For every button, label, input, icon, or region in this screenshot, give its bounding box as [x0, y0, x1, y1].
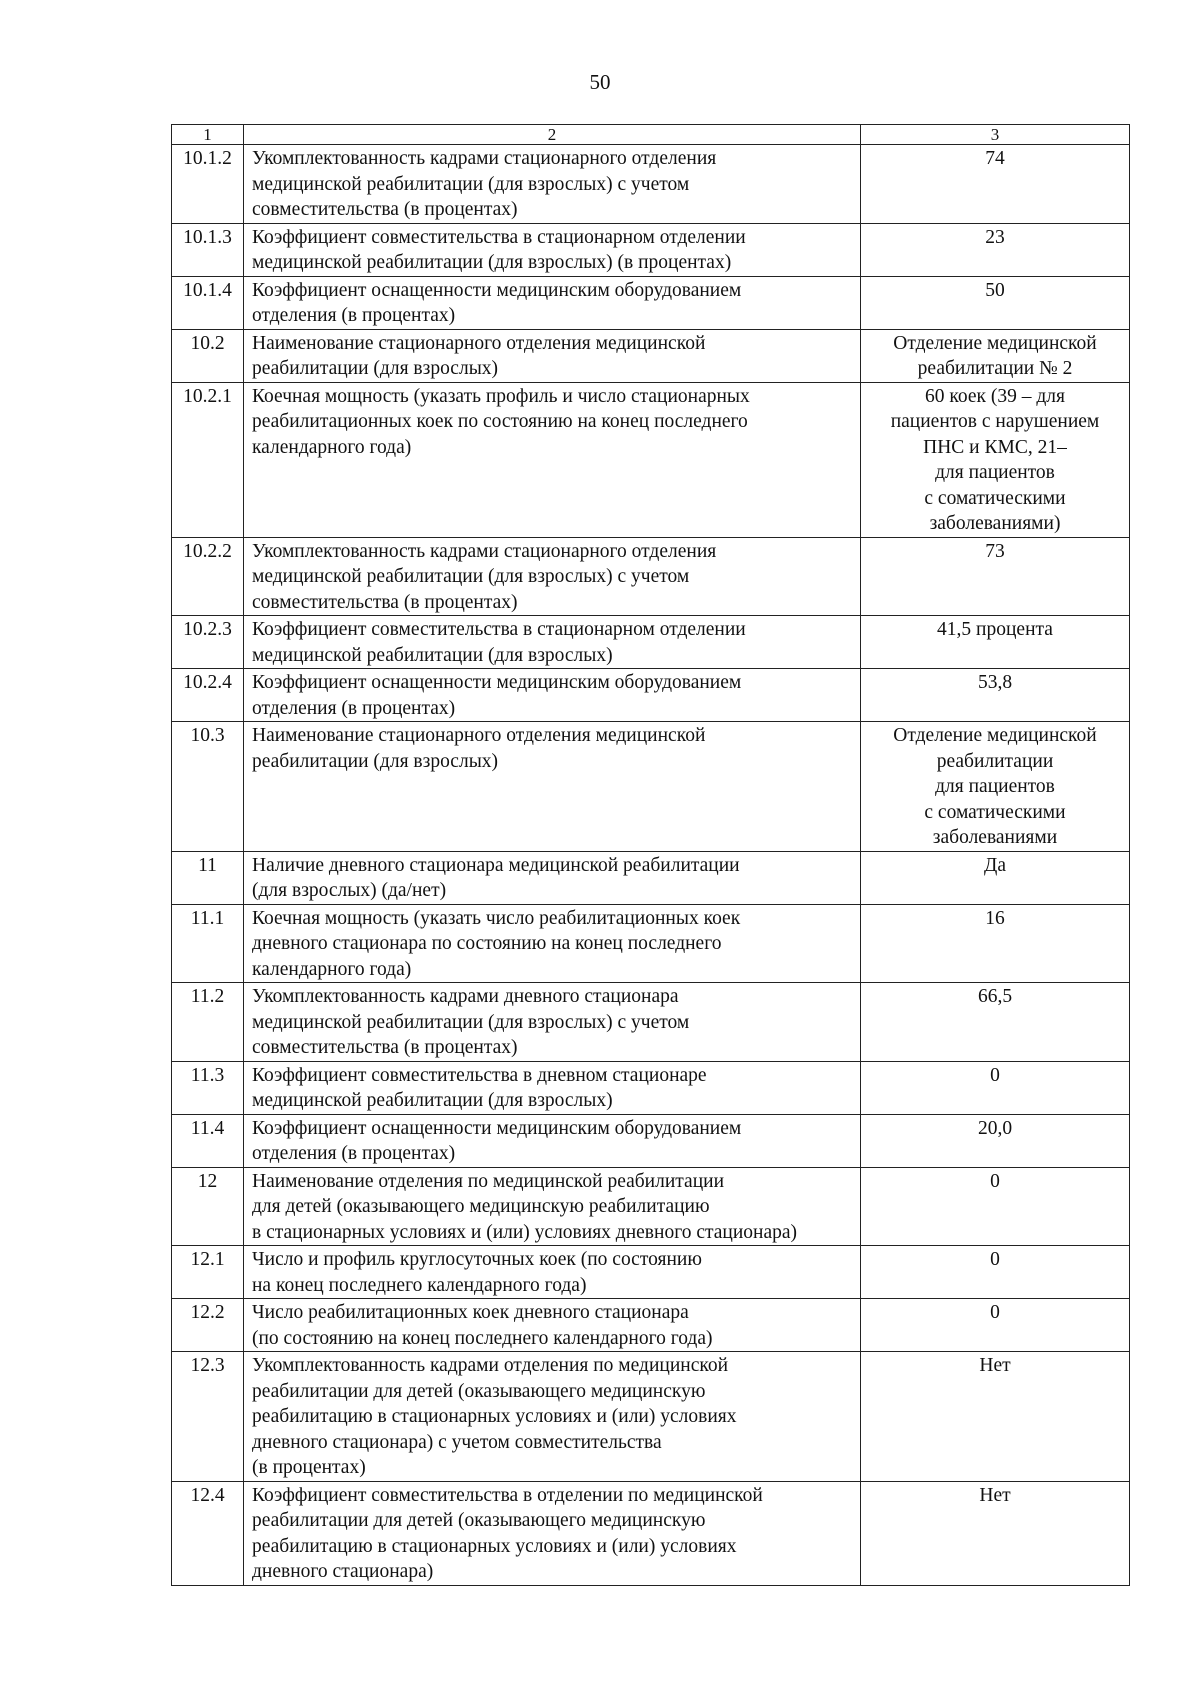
description-line: Наименование отделения по медицинской реабилитации [252, 1170, 724, 1192]
indicator-description-cell [244, 537, 861, 616]
row-number-cell: 11.2 [172, 983, 244, 1062]
indicator-value-cell [861, 669, 1130, 722]
description-line: реабилитацию в стационарных условиях и (или) условиях [252, 1535, 737, 1557]
indicator-description-cell [244, 851, 861, 904]
description-line: отделения (в процентах) [252, 305, 456, 326]
description-line: Коечная мощность (указать число реабилитационных коек [252, 907, 741, 929]
indicator-description-cell [244, 329, 861, 382]
row-number-cell: 11 [172, 851, 244, 904]
description-line: совместительства (в процентах) [252, 591, 518, 613]
value-line: 0 [990, 1249, 1000, 1270]
table-row [172, 1167, 1130, 1246]
description-line: Коэффициент совместительства в отделении по медицинской [252, 1484, 763, 1506]
value-line: для пациентов [935, 462, 1055, 483]
value-line: 60 коек (39 – для [925, 385, 1065, 407]
indicator-description-cell [244, 904, 861, 983]
description-line: Коэффициент совместительства в стационарном отделении [252, 226, 746, 248]
value-line: Отделение медицинской [893, 725, 1097, 746]
description-line: реабилитации для детей (оказывающего медицинскую [252, 1380, 706, 1402]
indicator-value-cell [861, 145, 1130, 224]
indicator-description-cell [244, 1061, 861, 1114]
table-row [172, 983, 1130, 1062]
indicator-value-cell [861, 983, 1130, 1062]
description-line: Коэффициент совместительства в стационарном отделении [252, 619, 746, 640]
table-row [172, 1481, 1130, 1585]
description-line: реабилитации (для взрослых) [252, 358, 499, 379]
description-line: медицинской реабилитации (для взрослых) с учетом [252, 1011, 690, 1033]
description-line: отделения (в процентах) [252, 697, 456, 719]
row-number-cell: 10.2 [172, 329, 244, 382]
description-line: медицинской реабилитации (для взрослых) с учетом [252, 566, 690, 587]
description-line: Число и профиль круглосуточных коек (по состоянию [252, 1249, 702, 1270]
table-header-row [172, 125, 1130, 145]
value-line: 73 [985, 540, 1005, 562]
row-number-cell: 10.3 [172, 722, 244, 852]
table-row [172, 276, 1130, 329]
value-line: 41,5 процента [937, 619, 1053, 640]
description-line: (по состоянию на конец последнего календарного года) [252, 1327, 713, 1349]
indicator-value-cell [861, 904, 1130, 983]
indicator-description-cell [244, 1114, 861, 1167]
indicator-value-cell [861, 1246, 1130, 1299]
description-line: дневного стационара по состоянию на конец последнего [252, 933, 722, 954]
table-row [172, 1061, 1130, 1114]
indicator-description-cell [244, 616, 861, 669]
indicator-description-cell [244, 1246, 861, 1299]
description-line: Укомплектованность кадрами стационарного отделения [252, 540, 717, 562]
value-line: 0 [990, 1302, 1000, 1323]
row-number-cell: 11.3 [172, 1061, 244, 1114]
row-number-cell: 10.2.3 [172, 616, 244, 669]
value-line: пациентов с нарушением [890, 411, 1100, 432]
description-line: (для взрослых) (да/нет) [252, 880, 447, 901]
table-row [172, 1114, 1130, 1167]
description-line: совместительства (в процентах) [252, 199, 518, 220]
indicators-table [171, 124, 1130, 1586]
row-number-cell: 10.1.2 [172, 145, 244, 224]
indicator-value-cell [861, 276, 1130, 329]
description-line: реабилитации (для взрослых) [252, 750, 499, 772]
table-row [172, 382, 1130, 537]
value-line: заболеваниями) [929, 513, 1061, 534]
indicator-value-cell [861, 1167, 1130, 1246]
row-number-cell: 11.1 [172, 904, 244, 983]
indicator-value-cell [861, 223, 1130, 276]
table-row [172, 904, 1130, 983]
table-body [172, 125, 1130, 1586]
indicator-description-cell [244, 1299, 861, 1352]
value-line: Нет [979, 1355, 1011, 1376]
description-line: календарного года) [252, 958, 412, 980]
row-number-cell: 10.2.2 [172, 537, 244, 616]
indicator-description-cell [244, 1481, 861, 1585]
row-number-cell: 12 [172, 1167, 244, 1246]
table-row [172, 223, 1130, 276]
description-line: на конец последнего календарного года) [252, 1274, 587, 1296]
description-line: Коэффициент оснащенности медицинским оборудованием [252, 1117, 742, 1139]
description-line: медицинской реабилитации (для взрослых) с учетом [252, 173, 690, 195]
indicator-description-cell [244, 722, 861, 852]
row-number-cell: 12.4 [172, 1481, 244, 1585]
indicator-value-cell [861, 1061, 1130, 1114]
value-line: 23 [985, 226, 1005, 248]
table-row [172, 722, 1130, 852]
description-line: Коэффициент оснащенности медицинским оборудованием [252, 672, 742, 693]
table-row [172, 616, 1130, 669]
indicator-value-cell [861, 537, 1130, 616]
table-row [172, 537, 1130, 616]
description-line: Коэффициент совместительства в дневном стационаре [252, 1064, 707, 1086]
value-line: 53,8 [977, 672, 1013, 693]
description-line: дневного стационара) с учетом совместительства [252, 1431, 662, 1453]
description-line: медицинской реабилитации (для взрослых) [252, 1090, 613, 1111]
table-row [172, 329, 1130, 382]
description-line: для детей (оказывающего медицинскую реабилитацию [252, 1196, 710, 1217]
indicator-description-cell [244, 223, 861, 276]
row-number-cell: 12.1 [172, 1246, 244, 1299]
row-number-cell: 12.2 [172, 1299, 244, 1352]
description-line: (в процентах) [252, 1457, 366, 1478]
indicator-value-cell [861, 329, 1130, 382]
indicator-value-cell [861, 616, 1130, 669]
indicator-value-cell [861, 1481, 1130, 1585]
value-line: 74 [985, 148, 1005, 169]
value-line: реабилитации [936, 750, 1054, 772]
description-line: медицинской реабилитации (для взрослых) [252, 644, 613, 666]
value-line: с соматическими [924, 487, 1066, 509]
indicator-value-cell [861, 851, 1130, 904]
value-line: 0 [990, 1064, 1000, 1086]
description-line: Наличие дневного стационара медицинской реабилитации [252, 854, 740, 876]
description-line: совместительства (в процентах) [252, 1037, 518, 1058]
description-line: реабилитацию в стационарных условиях и (или) условиях [252, 1406, 737, 1427]
indicator-description-cell [244, 1352, 861, 1482]
value-line: 50 [985, 279, 1005, 301]
row-number-cell: 10.2.4 [172, 669, 244, 722]
description-line: дневного стационара) [252, 1561, 434, 1582]
table-row [172, 1246, 1130, 1299]
table-row [172, 1299, 1130, 1352]
indicator-value-cell [861, 722, 1130, 852]
description-line: Укомплектованность кадрами отделения по медицинской [252, 1355, 729, 1376]
value-line: 66,5 [977, 986, 1013, 1007]
indicator-description-cell [244, 382, 861, 537]
header-cell-3: 3 [861, 125, 1130, 145]
value-line: реабилитации № 2 [917, 358, 1073, 379]
indicator-value-cell [861, 382, 1130, 537]
indicator-value-cell [861, 1114, 1130, 1167]
value-line: для пациентов [935, 776, 1055, 797]
indicator-description-cell [244, 1167, 861, 1246]
value-line: 20,0 [977, 1117, 1013, 1139]
page-number: 50 [589, 70, 611, 94]
indicator-description-cell [244, 276, 861, 329]
table-row [172, 1352, 1130, 1482]
value-line: Да [984, 854, 1006, 876]
description-line: Число реабилитационных коек дневного стационара [252, 1302, 689, 1323]
header-cell-1: 1 [172, 125, 244, 145]
row-number-cell: 11.4 [172, 1114, 244, 1167]
description-line: медицинской реабилитации (для взрослых) (в процентах) [252, 252, 732, 273]
table-row [172, 669, 1130, 722]
table-row [172, 851, 1130, 904]
description-line: Коэффициент оснащенности медицинским оборудованием [252, 279, 742, 301]
row-number-cell: 10.1.3 [172, 223, 244, 276]
description-line: календарного года) [252, 436, 412, 458]
description-line: реабилитационных коек по состоянию на конец последнего [252, 411, 748, 432]
row-number-cell: 10.1.4 [172, 276, 244, 329]
description-line: Наименование стационарного отделения медицинской [252, 725, 706, 746]
value-line: с соматическими [924, 801, 1066, 823]
value-line: 0 [990, 1170, 1000, 1192]
description-line: Наименование стационарного отделения медицинской [252, 332, 706, 354]
indicator-description-cell [244, 669, 861, 722]
description-line: Укомплектованность кадрами стационарного отделения [252, 148, 717, 169]
value-line: 16 [985, 907, 1005, 929]
header-cell-2: 2 [244, 125, 861, 145]
value-line: Отделение медицинской [893, 332, 1097, 354]
value-line: ПНС и КМС, 21– [923, 436, 1067, 458]
indicator-description-cell [244, 983, 861, 1062]
description-line: Коечная мощность (указать профиль и число стационарных [252, 385, 750, 407]
description-line: реабилитации для детей (оказывающего медицинскую [252, 1510, 706, 1531]
description-line: в стационарных условиях и (или) условиях дневного стационара) [252, 1221, 798, 1243]
value-line: Нет [979, 1484, 1011, 1506]
indicator-value-cell [861, 1352, 1130, 1482]
value-line: заболеваниями [932, 827, 1058, 848]
description-line: отделения (в процентах) [252, 1143, 456, 1164]
table-row [172, 145, 1130, 224]
row-number-cell: 10.2.1 [172, 382, 244, 537]
row-number-cell: 12.3 [172, 1352, 244, 1482]
indicator-value-cell [861, 1299, 1130, 1352]
description-line: Укомплектованность кадрами дневного стационара [252, 986, 679, 1007]
indicator-description-cell [244, 145, 861, 224]
